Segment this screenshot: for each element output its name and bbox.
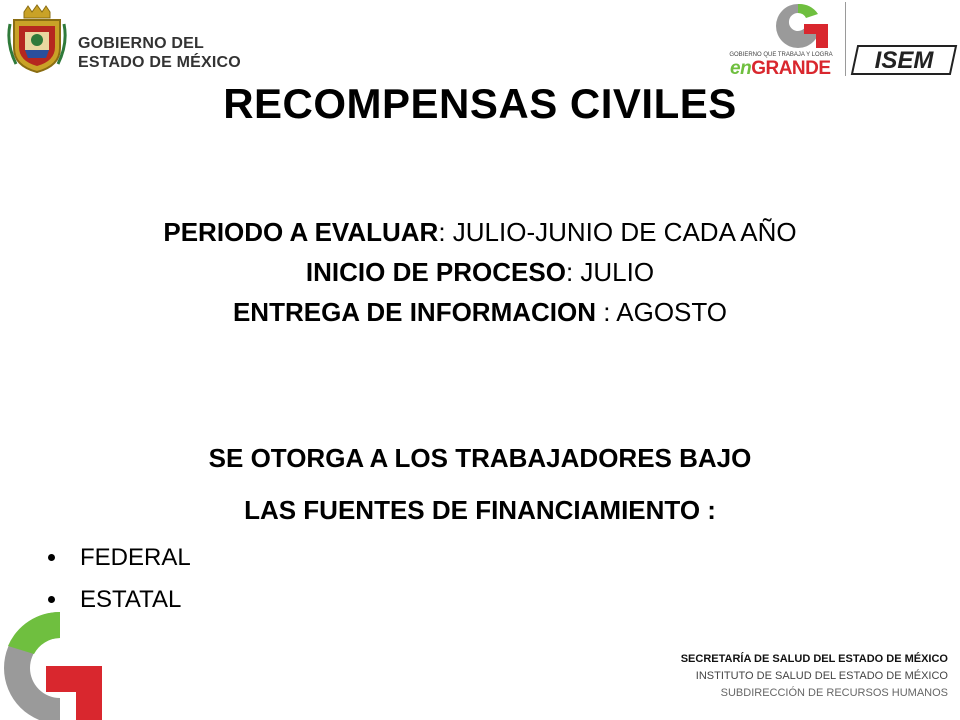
state-government-wordmark: [78, 34, 241, 72]
g-letter-icon: [770, 0, 830, 50]
period-label: PERIODO A EVALUAR: [163, 217, 439, 247]
engrande-logo: [722, 0, 840, 82]
source-label: ESTATAL: [80, 586, 182, 613]
estado-de-mexico-logo: [6, 4, 246, 76]
delivery-label: ENTREGA DE INFORMACION: [232, 297, 597, 327]
period-line: [0, 212, 960, 252]
header-divider: [845, 2, 846, 76]
footer-line1: SECRETARÍA DE SALUD DEL ESTADO DE MÉXICO: [680, 653, 948, 665]
footer-line3: SUBDIRECCIÓN DE RECURSOS HUMANOS: [720, 687, 948, 699]
funding-line1: SE OTORGA A LOS TRABAJADORES BAJO: [208, 443, 752, 473]
bullet-icon: [48, 596, 55, 603]
funding-line2: LAS FUENTES DE FINANCIAMIENTO :: [244, 495, 716, 525]
isem-logo-text: ISEM: [874, 47, 934, 74]
start-line: [0, 252, 960, 292]
gov-logo-line2: ESTADO DE MÉXICO: [78, 54, 241, 71]
delivery-line: [0, 292, 960, 332]
start-label: INICIO DE PROCESO: [305, 257, 566, 287]
state-seal-icon: [6, 4, 68, 74]
footer-line2: INSTITUTO DE SALUD DEL ESTADO DE MÉXICO: [695, 670, 948, 682]
engrande-en: en: [730, 58, 752, 79]
engrande-grande: GRANDE: [751, 58, 831, 79]
footer-institution: [681, 651, 948, 702]
gov-logo-line1: GOBIERNO DEL: [78, 35, 204, 52]
start-value: : JULIO: [565, 257, 655, 287]
funding-heading: [0, 432, 960, 536]
engrande-tagline: GOBIERNO QUE TRABAJA Y LOGRA: [729, 52, 833, 58]
corner-g-logo-icon: [0, 606, 102, 720]
period-value: : JULIO-JUNIO DE CADA AÑO: [438, 217, 797, 247]
slide-title: RECOMPENSAS CIVILES: [223, 80, 737, 127]
engrande-wordmark: [730, 58, 831, 80]
source-label: FEDERAL: [80, 544, 191, 571]
bullet-icon: [48, 554, 55, 561]
delivery-value: : AGOSTO: [596, 297, 728, 327]
isem-logo: [850, 44, 958, 76]
list-item: [44, 538, 191, 580]
process-schedule: [0, 212, 960, 332]
